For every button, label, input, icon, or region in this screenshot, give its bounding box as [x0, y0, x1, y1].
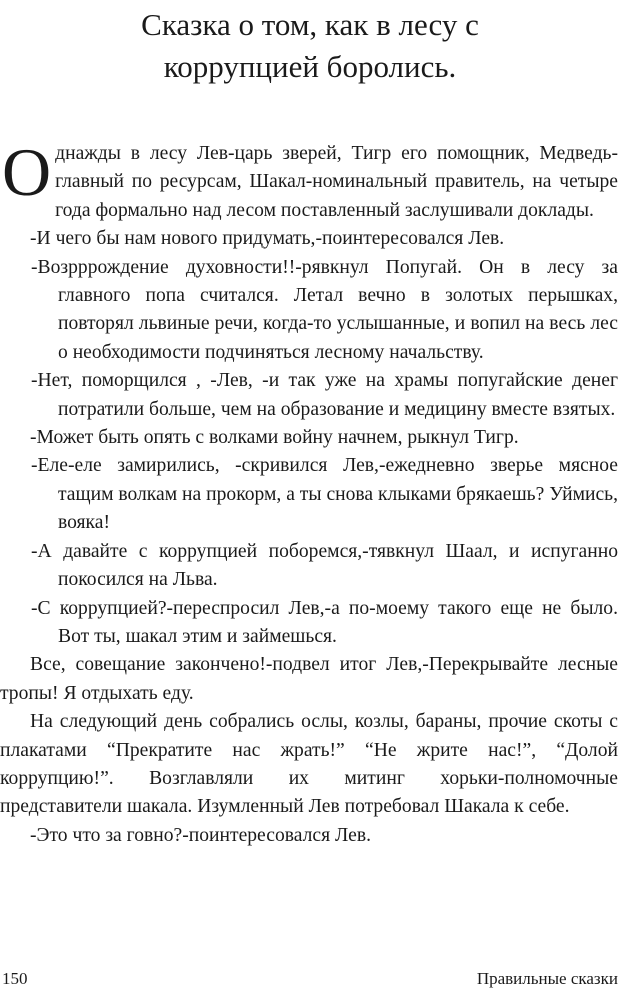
paragraph-9: На следующий день собрались ослы, козлы, бараны, прочие скоты с плакатами “Прекратите нас жрать!” “Не жрите нас!”, “Долой коррупцию!”. Возглавляли их митинг хорьки-полномочные представители шакала. Изумленный Лев потребовал Шакала к себе. [0, 711, 618, 818]
story-text [0, 134, 618, 850]
paragraph-4: -Может быть опять с волками войну начнем, рыкнул Тигр. [30, 427, 519, 449]
paragraph-7: -С коррупцией?-переспросил Лев,-а по-моему такого еще не было. Вот ты, шакал этим и займешься. [31, 597, 618, 647]
paragraph-1: -И чего бы нам нового придумать,-поинтересовался Лев. [30, 228, 505, 250]
paragraph-10: -Это что за говно?-поинтересовался Лев. [30, 824, 371, 846]
chapter-title-line-2: коррупцией боролись. [163, 49, 457, 84]
chapter-title [0, 4, 620, 88]
paragraph-2: -Возрррождение духовности!!-рявкнул Попугай. Он в лесу за главного попа считался. Летал вечно в золотых перышках, повторял львиные речи, когда-то услышанные, и вопил на весь лес о необходимости подчиняться лесному начальству. [31, 256, 618, 363]
page-number: 150 [2, 969, 28, 988]
paragraph-3: -Нет, поморщился , -Лев, -и так уже на храмы попугайские денег потратили больше, чем на образование и медицину вместе взятых. [31, 370, 618, 420]
intro-text: днажды в лесу Лев-царь зверей, Тигр его помощник, Медведь-главный по ресурсам, Шакал-номинальный правитель, на четыре года формально над лесом поставленный заслушивали доклады. [55, 143, 618, 221]
paragraph-6: -А давайте с коррупцией поборемся,-тявкнул Шаал, и испуганно покосился на Льва. [31, 540, 618, 591]
chapter-title-line-1: Сказка о том, как в лесу с [141, 7, 479, 42]
running-title: Правильные сказки [476, 969, 618, 988]
paragraph-5: -Еле-еле замирились, -скривился Лев,-ежедневно зверье мясное тащим волкам на прокорм, а ты снова клыками брякаешь? Уймись, вояка! [31, 455, 618, 534]
paragraph-8: Все, совещание закончено!-подвел итог Лев,-Перекрывайте лесные тропы! Я отдыхать еду. [0, 654, 618, 704]
intro-paragraph [0, 134, 618, 225]
drop-cap: О [2, 134, 52, 210]
